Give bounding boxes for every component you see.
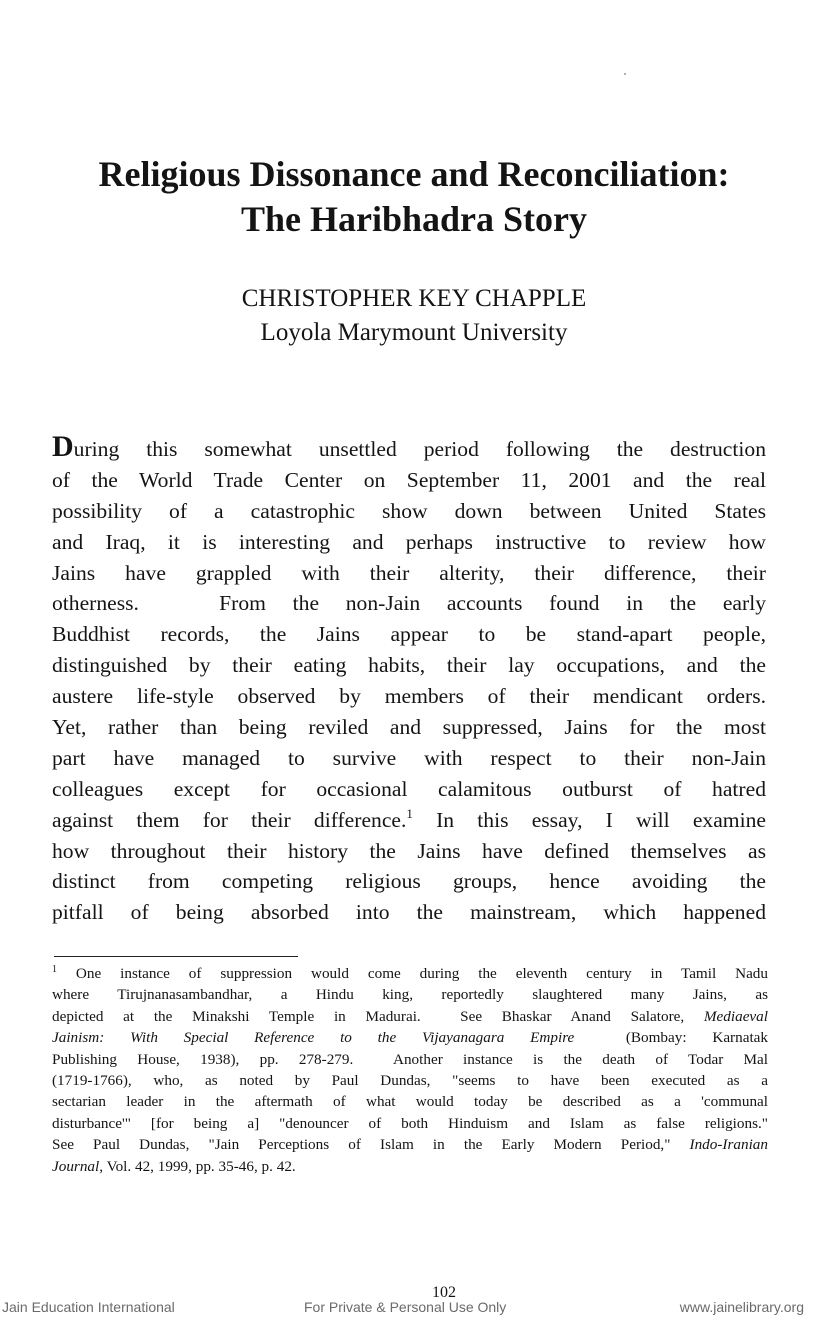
- footnote-line: $^1$ One instance of suppression would come during the eleventh century in Tamil Nadu: [52, 964, 768, 982]
- footnote-line: Journal, Vol. 42, 1999, pp. 35-46, p. 42.: [52, 1157, 296, 1175]
- author-block: [40, 282, 788, 350]
- footnote-marker: 1: [52, 964, 57, 975]
- drop-cap: D: [52, 430, 74, 463]
- footnote-line: disturbance'" [for being a] "denouncer of both Hinduism and Islam as false religions.": [52, 1114, 768, 1132]
- footnote-line: (1719-1766), who, as noted by Paul Dundas, "seems to have been executed as a: [52, 1071, 768, 1089]
- footnote-line: where Tirujnanasambandhar, a Hindu king, reportedly slaughtered many Jains, as: [52, 986, 768, 1004]
- footnote-line: See Paul Dundas, "Jain Perceptions of Islam in the Early Modern Period," Indo-Iranian: [52, 1136, 768, 1154]
- body-line: distinct from competing religious groups, hence avoiding the: [52, 869, 766, 894]
- body-line: Yet, rather than being reviled and suppressed, Jains for the most: [52, 715, 766, 740]
- footnote-reference[interactable]: 1: [406, 805, 413, 821]
- author-affiliation: Loyola Marymount University: [260, 319, 568, 346]
- footnote-separator: [54, 956, 298, 957]
- body-line: pitfall of being absorbed into the mainstream, which happened: [52, 900, 766, 925]
- body-line: possibility of a catastrophic show down between United States: [52, 498, 766, 523]
- body-line: how throughout their history the Jains have defined themselves as: [52, 838, 766, 863]
- footer-usage-note: For Private & Personal Use Only: [304, 1299, 507, 1315]
- footnote-line: Publishing House, 1938), pp. 278-279. Another instance is the death of Todar Mal: [52, 1050, 768, 1068]
- body-line: against them for their difference.$^1$ In this essay, I will examine: [52, 805, 766, 832]
- body-line: distinguished by their eating habits, their lay occupations, and the: [52, 653, 766, 678]
- body-line: Buddhist records, the Jains appear to be stand-apart people,: [52, 622, 766, 647]
- title-line-2: The Haribhadra Story: [240, 199, 588, 239]
- footer-website-link[interactable]: www.jainelibrary.org: [679, 1299, 804, 1315]
- body-line: and Iraq, it is interesting and perhaps instructive to review how: [52, 529, 766, 554]
- body-line: austere life-style observed by members of their mendicant orders.: [52, 684, 766, 709]
- footnote-line: Jainism: With Special Reference to the Vijayanagara Empire (Bombay: Karnatak: [52, 1029, 769, 1047]
- body-line: colleagues except for occasional calamitous outburst of hatred: [52, 776, 766, 801]
- body-line: Jains have grappled with their alterity, their difference, their: [52, 560, 766, 585]
- footnote: [52, 963, 768, 1177]
- paper-title: [40, 152, 788, 242]
- footer-publisher: Jain Education International: [2, 1299, 175, 1315]
- body-line: otherness. From the non-Jain accounts found in the early: [52, 591, 766, 616]
- footnote-line: depicted at the Minakshi Temple in Madurai. See Bhaskar Anand Salatore, Mediaeval: [52, 1007, 768, 1025]
- author-name: CHRISTOPHER KEY CHAPPLE: [241, 285, 587, 312]
- body-line: During this somewhat unsettled period following the destruction: [52, 430, 766, 463]
- body-line: of the World Trade Center on September 11, 2001 and the real: [52, 467, 766, 492]
- footnote-line: sectarian leader in the aftermath of what would today be described as a 'communal: [52, 1093, 768, 1111]
- title-line-1: Religious Dissonance and Reconciliation:: [98, 154, 730, 194]
- page-number: 102: [432, 1284, 456, 1301]
- body-paragraph: [52, 430, 766, 928]
- scan-speck: [624, 73, 626, 75]
- body-line: part have managed to survive with respect to their non-Jain: [52, 745, 766, 770]
